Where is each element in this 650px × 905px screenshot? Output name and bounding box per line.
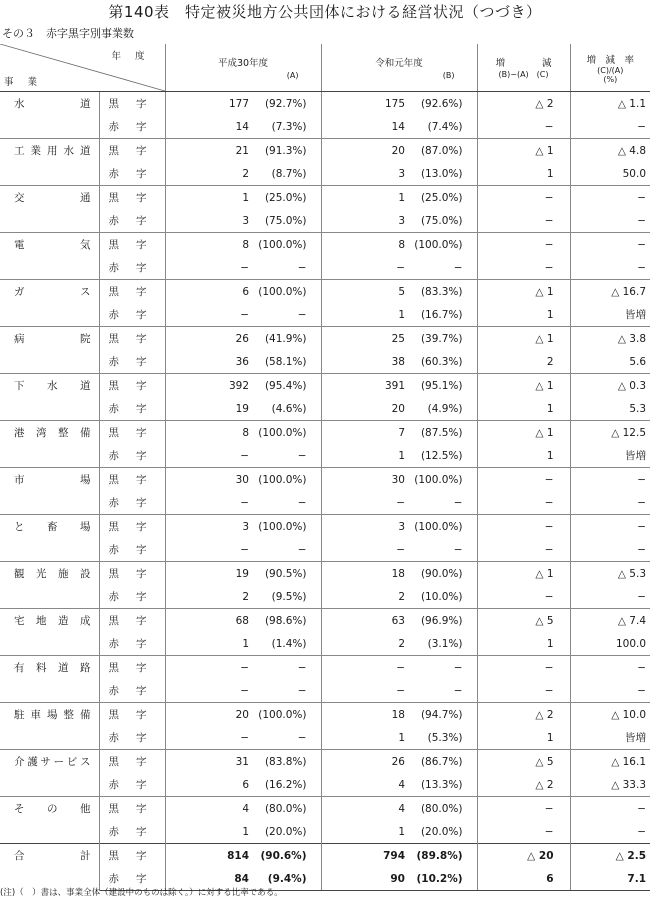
curr-count: 7 [321, 421, 411, 445]
curr-count: 1 [398, 731, 405, 744]
balance-kind: 黒字 [99, 797, 165, 821]
diff-count: − [477, 679, 570, 703]
business-name: 介護サービス [0, 750, 99, 797]
business-name: その他 [0, 797, 99, 844]
business-name: 宅地造成 [0, 609, 99, 656]
prev-count: − [165, 656, 255, 680]
curr-ratio: − [411, 679, 477, 703]
curr-ratio: (16.7%) [411, 303, 477, 327]
curr-count: 20 [321, 139, 411, 163]
balance-kind: 赤字 [99, 397, 165, 421]
curr-count: 794 [321, 844, 411, 868]
change-rate: △ 1.1 [570, 92, 650, 116]
prev-ratio: (75.0%) [255, 209, 321, 233]
balance-kind: 赤字 [99, 773, 165, 797]
balance-kind: 赤字 [99, 491, 165, 515]
prev-ratio: − [255, 656, 321, 680]
prev-ratio: (58.1%) [255, 350, 321, 374]
prev-count: − [240, 308, 249, 321]
business-name: 有料道路 [0, 656, 99, 703]
curr-ratio: (100.0%) [411, 233, 477, 257]
diff-count: − [477, 820, 570, 844]
change-rate: 皆増 [625, 309, 647, 321]
prev-count: − [240, 496, 249, 509]
business-name: 港湾整備 [0, 421, 99, 468]
prev-ratio: (90.5%) [255, 562, 321, 586]
curr-count: 26 [321, 750, 411, 774]
change-rate: − [570, 186, 650, 210]
prev-count: 3 [165, 515, 255, 539]
balance-kind: 赤字 [99, 585, 165, 609]
diff-count: − [477, 538, 570, 562]
prev-count: 14 [235, 120, 249, 133]
business-name: 工業用水道 [0, 139, 99, 186]
balance-kind: 赤字 [99, 115, 165, 139]
prev-count: 20 [165, 703, 255, 727]
change-rate: − [637, 825, 647, 838]
table-row [0, 374, 650, 398]
change-rate: − [637, 543, 647, 556]
diff-count: − [477, 209, 570, 233]
curr-count: 8 [321, 233, 411, 257]
prev-ratio: (7.3%) [255, 115, 321, 139]
prev-ratio: (95.4%) [255, 374, 321, 398]
curr-count: 14 [391, 120, 405, 133]
balance-kind: 黒字 [99, 750, 165, 774]
prev-ratio: (16.2%) [255, 773, 321, 797]
business-name: ガス [0, 280, 99, 327]
prev-ratio: (98.6%) [255, 609, 321, 633]
balance-kind: 黒字 [99, 327, 165, 351]
diff-count: − [477, 585, 570, 609]
balance-kind: 黒字 [99, 515, 165, 539]
table-row [0, 656, 650, 680]
prev-ratio: (9.4%) [255, 867, 321, 891]
balance-kind: 赤字 [99, 867, 165, 891]
rate-unit: (%) [603, 74, 618, 84]
prev-ratio: (100.0%) [255, 515, 321, 539]
curr-count: 90 [321, 867, 411, 891]
balance-kind: 赤字 [99, 538, 165, 562]
curr-count: 4 [398, 778, 405, 791]
diff-count: △ 20 [477, 844, 570, 868]
balance-kind: 黒字 [99, 374, 165, 398]
prev-count: 36 [235, 355, 249, 368]
curr-ratio: (25.0%) [411, 186, 477, 210]
curr-ratio: (89.8%) [411, 844, 477, 868]
curr-count: − [321, 656, 411, 680]
change-rate: − [637, 590, 647, 603]
curr-count: 1 [398, 308, 405, 321]
change-rate: 5.3 [629, 402, 647, 415]
prev-ratio: (80.0%) [255, 797, 321, 821]
prev-count: 31 [165, 750, 255, 774]
business-name: 病院 [0, 327, 99, 374]
curr-count: 4 [321, 797, 411, 821]
curr-ratio: (95.1%) [411, 374, 477, 398]
diff-count: − [477, 797, 570, 821]
curr-count: − [396, 496, 405, 509]
curr-ratio: − [411, 656, 477, 680]
prev-count: 21 [165, 139, 255, 163]
change-rate: △ 16.7 [570, 280, 650, 304]
change-rate: 7.1 [570, 867, 650, 891]
change-rate: − [570, 656, 650, 680]
prev-count: 2 [242, 590, 249, 603]
prev-count: 6 [165, 280, 255, 304]
change-rate: − [637, 120, 647, 133]
curr-count: 5 [321, 280, 411, 304]
diff-count: − [477, 115, 570, 139]
diff-count: 1 [477, 303, 570, 327]
balance-kind: 黒字 [99, 421, 165, 445]
diff-count: △ 2 [477, 92, 570, 116]
curr-ratio: (87.5%) [411, 421, 477, 445]
business-name: 観光施設 [0, 562, 99, 609]
curr-count: 1 [398, 449, 405, 462]
diff-count: 2 [477, 350, 570, 374]
diff-count: − [477, 256, 570, 280]
diff-count: △ 5 [477, 609, 570, 633]
business-name: 合計 [0, 844, 99, 891]
diff-count: △ 1 [477, 139, 570, 163]
diff-count: − [477, 491, 570, 515]
diff-count: △ 1 [477, 562, 570, 586]
change-rate: − [570, 797, 650, 821]
balance-kind: 赤字 [99, 679, 165, 703]
curr-ratio: (100.0%) [411, 468, 477, 492]
diff-count: △ 1 [477, 374, 570, 398]
rate-label: 増 減 率 [586, 54, 635, 66]
prev-ratio: (90.6%) [255, 844, 321, 868]
prev-count: 1 [242, 825, 249, 838]
header-prev-year [165, 44, 321, 92]
change-rate: △ 5.3 [570, 562, 650, 586]
balance-kind: 黒字 [99, 844, 165, 868]
footnote: (注)（ ）書は、事業全体（建設中のものは除く。）に対する比率である。 [0, 888, 283, 898]
prev-count: 2 [242, 167, 249, 180]
prev-ratio: − [255, 444, 321, 468]
business-name: 交通 [0, 186, 99, 233]
prev-ratio: − [255, 679, 321, 703]
change-rate: − [637, 261, 647, 274]
curr-ratio: (10.2%) [411, 867, 477, 891]
curr-count: 30 [321, 468, 411, 492]
curr-count: 1 [321, 186, 411, 210]
prev-count: 6 [242, 778, 249, 791]
prev-count: 8 [165, 233, 255, 257]
curr-count: 3 [321, 515, 411, 539]
prev-ratio: (41.9%) [255, 327, 321, 351]
prev-count: 8 [165, 421, 255, 445]
table-row [0, 750, 650, 774]
table-row [0, 703, 650, 727]
curr-ratio: − [411, 491, 477, 515]
curr-count: 2 [398, 637, 405, 650]
curr-count: 1 [398, 825, 405, 838]
table-row [0, 468, 650, 492]
curr-count: − [396, 684, 405, 697]
prev-ratio: (100.0%) [255, 468, 321, 492]
balance-kind: 黒字 [99, 468, 165, 492]
curr-count: 175 [321, 92, 411, 116]
prev-ratio: − [255, 538, 321, 562]
curr-ratio: (94.7%) [411, 703, 477, 727]
diff-count: △ 2 [477, 773, 570, 797]
prev-ratio: (100.0%) [255, 703, 321, 727]
curr-ratio: (87.0%) [411, 139, 477, 163]
change-rate: △ 4.8 [570, 139, 650, 163]
prev-count: 814 [165, 844, 255, 868]
change-rate: △ 7.4 [570, 609, 650, 633]
prev-count: 19 [235, 402, 249, 415]
curr-count: 3 [398, 167, 405, 180]
prev-count: − [240, 449, 249, 462]
change-rate: − [570, 468, 650, 492]
prev-count: 30 [165, 468, 255, 492]
balance-kind: 黒字 [99, 186, 165, 210]
prev-ratio: (25.0%) [255, 186, 321, 210]
prev-ratio: (100.0%) [255, 421, 321, 445]
balance-kind: 黒字 [99, 609, 165, 633]
page-title: 第140表 特定被災地方公共団体における経営状況（つづき） [108, 3, 542, 21]
balance-kind: 黒字 [99, 562, 165, 586]
prev-count: − [240, 543, 249, 556]
curr-ratio: (75.0%) [411, 209, 477, 233]
prev-count: 1 [165, 186, 255, 210]
diff-count: △ 5 [477, 750, 570, 774]
business-name: 水道 [0, 92, 99, 139]
diff-count: 1 [477, 726, 570, 750]
balance-kind: 黒字 [99, 92, 165, 116]
diff-count: − [477, 468, 570, 492]
table-row [0, 327, 650, 351]
balance-kind: 赤字 [99, 209, 165, 233]
diff-count: 6 [477, 867, 570, 891]
prev-count: 68 [165, 609, 255, 633]
prev-ratio: (91.3%) [255, 139, 321, 163]
table-row [0, 797, 650, 821]
prev-count: 3 [242, 214, 249, 227]
prev-year-mark: (A) [286, 71, 299, 80]
prev-year-label: 平成30年度 [217, 58, 269, 69]
table-row [0, 233, 650, 257]
balance-kind: 黒字 [99, 656, 165, 680]
table-row [0, 609, 650, 633]
prev-count: − [240, 684, 249, 697]
diff-count: △ 2 [477, 703, 570, 727]
diff-formula: (B)−(A) (C) [498, 70, 549, 79]
change-rate: 100.0 [615, 637, 647, 650]
table-row [0, 139, 650, 163]
change-rate: − [637, 214, 647, 227]
prev-ratio: (20.0%) [255, 820, 321, 844]
curr-ratio: (3.1%) [411, 632, 477, 656]
prev-ratio: − [255, 256, 321, 280]
curr-ratio: (39.7%) [411, 327, 477, 351]
curr-ratio: − [411, 256, 477, 280]
change-rate: − [570, 515, 650, 539]
diff-count: − [477, 233, 570, 257]
curr-ratio: (96.9%) [411, 609, 477, 633]
balance-kind: 赤字 [99, 162, 165, 186]
diff-count: 1 [477, 444, 570, 468]
curr-count: 38 [391, 355, 405, 368]
change-rate: △ 33.3 [611, 778, 647, 791]
change-rate: − [637, 496, 647, 509]
prev-count: 177 [165, 92, 255, 116]
curr-ratio: (10.0%) [411, 585, 477, 609]
prev-ratio: − [255, 491, 321, 515]
balance-kind: 赤字 [99, 632, 165, 656]
table-row [0, 562, 650, 586]
curr-year-label: 令和元年度 [375, 58, 423, 69]
curr-ratio: (7.4%) [411, 115, 477, 139]
diff-dec-label: 減 [542, 58, 552, 69]
balance-kind: 赤字 [99, 303, 165, 327]
curr-count: 25 [321, 327, 411, 351]
rate-formula: (C)/(A) [597, 65, 624, 75]
balance-kind: 赤字 [99, 726, 165, 750]
change-rate: − [637, 684, 647, 697]
curr-ratio: (90.0%) [411, 562, 477, 586]
curr-ratio: (80.0%) [411, 797, 477, 821]
curr-count: 391 [321, 374, 411, 398]
change-rate: 皆増 [625, 450, 647, 462]
table-body [0, 92, 650, 891]
prev-ratio: (9.5%) [255, 585, 321, 609]
business-name: 下水道 [0, 374, 99, 421]
curr-ratio: (86.7%) [411, 750, 477, 774]
balance-kind: 赤字 [99, 444, 165, 468]
diff-inc-label: 増 [495, 58, 506, 69]
diff-count: 1 [477, 162, 570, 186]
business-count-table [0, 44, 650, 891]
prev-ratio: (83.8%) [255, 750, 321, 774]
prev-count: 26 [165, 327, 255, 351]
curr-count: − [396, 543, 405, 556]
curr-year-mark: (B) [442, 71, 455, 80]
change-rate: 皆増 [625, 732, 647, 744]
prev-count: 1 [242, 637, 249, 650]
table-row [0, 92, 650, 116]
header-curr-year [321, 44, 477, 92]
curr-count: 3 [398, 214, 405, 227]
change-rate: △ 3.8 [570, 327, 650, 351]
table-row [0, 844, 650, 868]
prev-ratio: (4.6%) [255, 397, 321, 421]
change-rate: 5.6 [629, 355, 647, 368]
diff-count: △ 1 [477, 421, 570, 445]
change-rate: △ 12.5 [570, 421, 650, 445]
header-year-label: 年度 [111, 51, 159, 62]
table-row [0, 421, 650, 445]
curr-ratio: − [411, 538, 477, 562]
prev-count: 392 [165, 374, 255, 398]
table-row [0, 186, 650, 210]
prev-count: − [240, 731, 249, 744]
prev-ratio: (100.0%) [255, 280, 321, 304]
prev-count: 19 [165, 562, 255, 586]
change-rate: △ 10.0 [570, 703, 650, 727]
business-name: と畜場 [0, 515, 99, 562]
diff-count: 1 [477, 397, 570, 421]
balance-kind: 赤字 [99, 820, 165, 844]
curr-ratio: (12.5%) [411, 444, 477, 468]
balance-kind: 赤字 [99, 350, 165, 374]
header-corner [0, 44, 165, 92]
curr-ratio: (60.3%) [411, 350, 477, 374]
table-row [0, 280, 650, 304]
prev-ratio: − [255, 303, 321, 327]
prev-ratio: (8.7%) [255, 162, 321, 186]
change-rate: 50.0 [622, 167, 647, 180]
business-name: 市場 [0, 468, 99, 515]
balance-kind: 黒字 [99, 139, 165, 163]
diff-count: △ 1 [477, 327, 570, 351]
diff-count: △ 1 [477, 280, 570, 304]
curr-ratio: (5.3%) [411, 726, 477, 750]
curr-count: 2 [398, 590, 405, 603]
diff-count: − [477, 186, 570, 210]
curr-count: 63 [321, 609, 411, 633]
diff-count: 1 [477, 632, 570, 656]
table-subtitle: その３ 赤字黒字別事業数 [2, 27, 134, 40]
curr-ratio: (92.6%) [411, 92, 477, 116]
prev-ratio: − [255, 726, 321, 750]
curr-count: 18 [321, 562, 411, 586]
header-business-label: 事業 [4, 77, 52, 88]
curr-ratio: (13.0%) [411, 162, 477, 186]
curr-count: 18 [321, 703, 411, 727]
prev-count: − [240, 261, 249, 274]
balance-kind: 黒字 [99, 280, 165, 304]
header-diff [477, 44, 570, 92]
balance-kind: 赤字 [99, 256, 165, 280]
curr-ratio: (83.3%) [411, 280, 477, 304]
curr-ratio: (4.9%) [411, 397, 477, 421]
change-rate: △ 0.3 [570, 374, 650, 398]
prev-count: 4 [165, 797, 255, 821]
header-rate [570, 44, 650, 92]
prev-ratio: (100.0%) [255, 233, 321, 257]
curr-ratio: (100.0%) [411, 515, 477, 539]
curr-count: 20 [391, 402, 405, 415]
curr-count: − [396, 261, 405, 274]
table-row [0, 515, 650, 539]
change-rate: − [570, 233, 650, 257]
prev-ratio: (92.7%) [255, 92, 321, 116]
business-name: 電気 [0, 233, 99, 280]
prev-ratio: (1.4%) [255, 632, 321, 656]
curr-ratio: (20.0%) [411, 820, 477, 844]
curr-ratio: (13.3%) [411, 773, 477, 797]
business-name: 駐車場整備 [0, 703, 99, 750]
balance-kind: 黒字 [99, 703, 165, 727]
balance-kind: 黒字 [99, 233, 165, 257]
change-rate: △ 2.5 [570, 844, 650, 868]
diff-count: − [477, 656, 570, 680]
prev-count: 84 [165, 867, 255, 891]
diff-count: − [477, 515, 570, 539]
change-rate: △ 16.1 [570, 750, 650, 774]
